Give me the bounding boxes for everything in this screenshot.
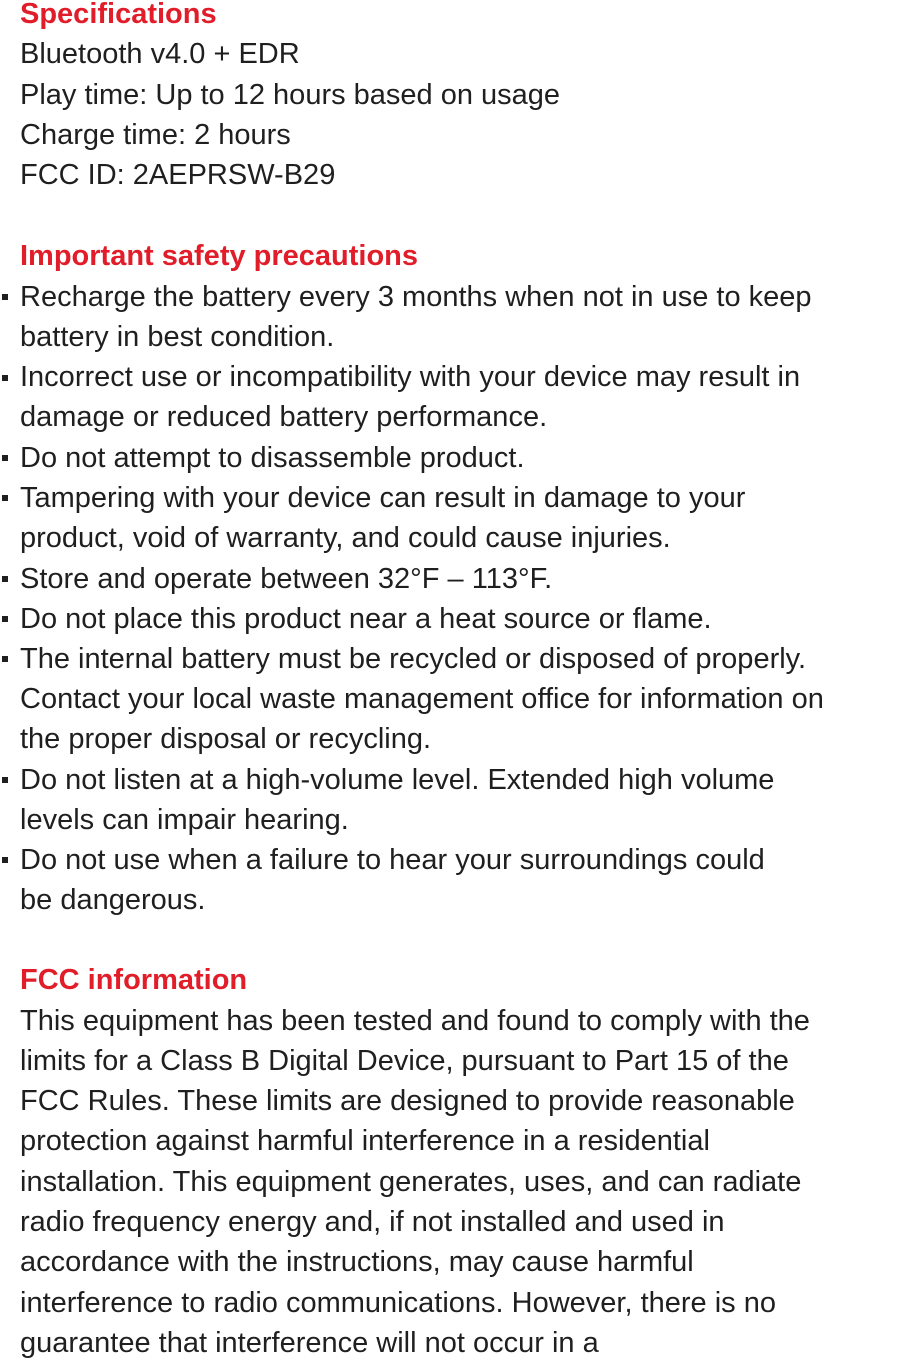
safety-item-line: product, void of warranty, and could cause injuries. <box>20 522 671 554</box>
fcc-line: limits for a Class B Digital Device, pursuant to Part 15 of the <box>20 1045 789 1077</box>
spec-line: Charge time: 2 hours <box>20 119 291 151</box>
safety-item-line: levels can impair hearing. <box>20 804 349 836</box>
safety-item-line: Store and operate between 32°F – 113°F. <box>20 563 553 595</box>
bullet-icon <box>2 857 8 863</box>
bullet-icon <box>2 616 8 622</box>
safety-item-line: Tampering with your device can result in damage to your <box>20 482 746 514</box>
safety-item-line: Do not attempt to disassemble product. <box>20 442 525 474</box>
fcc-line: accordance with the instructions, may cause harmful <box>20 1246 694 1278</box>
safety-item-line: battery in best condition. <box>20 321 335 353</box>
bullet-icon <box>2 656 8 662</box>
safety-item-line: Do not use when a failure to hear your surroundings could <box>20 844 765 876</box>
bullet-icon <box>2 455 8 461</box>
safety-item-line: Do not listen at a high-volume level. Extended high volume <box>20 764 775 796</box>
safety-item-line: be dangerous. <box>20 884 206 916</box>
safety-item-line: damage or reduced battery performance. <box>20 401 548 433</box>
bullet-icon <box>2 495 8 501</box>
spec-line: Bluetooth v4.0 + EDR <box>20 38 300 70</box>
fcc-line: This equipment has been tested and found to comply with the <box>20 1005 810 1037</box>
safety-item-line: Incorrect use or incompatibility with your device may result in <box>20 361 801 393</box>
safety-item-line: The internal battery must be recycled or disposed of properly. <box>20 643 807 675</box>
fcc-line: FCC Rules. These limits are designed to provide reasonable <box>20 1085 795 1117</box>
spec-line: FCC ID: 2AEPRSW-B29 <box>20 159 336 191</box>
bullet-icon <box>2 294 8 300</box>
fcc-line: interference to radio communications. However, there is no <box>20 1287 776 1319</box>
fcc-line: installation. This equipment generates, uses, and can radiate <box>20 1166 802 1198</box>
fcc-line: radio frequency energy and, if not installed and used in <box>20 1206 725 1238</box>
bullet-icon <box>2 777 8 783</box>
safety-item-line: Contact your local waste management office for information on <box>20 683 824 715</box>
safety-item-line: the proper disposal or recycling. <box>20 723 432 755</box>
safety-heading: Important safety precautions <box>20 240 419 272</box>
safety-item-line: Do not place this product near a heat source or flame. <box>20 603 712 635</box>
fcc-line: protection against harmful interference in a residential <box>20 1125 710 1157</box>
specifications-heading: Specifications <box>20 0 217 30</box>
spec-line: Play time: Up to 12 hours based on usage <box>20 79 561 111</box>
bullet-icon <box>2 576 8 582</box>
fcc-heading: FCC information <box>20 964 248 996</box>
safety-item-line: Recharge the battery every 3 months when not in use to keep <box>20 281 812 313</box>
fcc-line: guarantee that interference will not occur in a <box>20 1327 599 1359</box>
bullet-icon <box>2 375 8 381</box>
